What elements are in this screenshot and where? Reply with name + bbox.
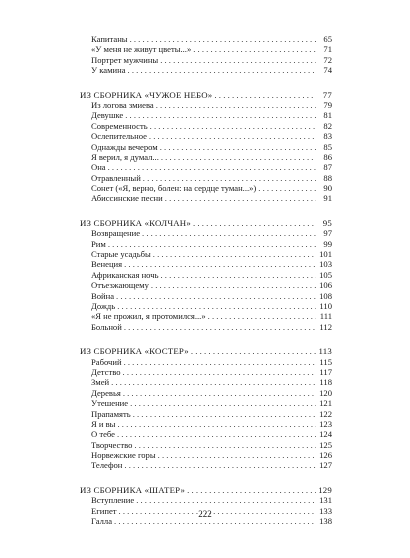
toc-entry-title: Венеция: [91, 259, 123, 270]
toc-entry-title: Детство: [91, 366, 121, 377]
page-number: 222: [198, 509, 212, 519]
toc-entry: [80, 301, 332, 311]
toc-entry-page: 110: [316, 301, 332, 311]
toc-entry-title: Отравленный: [91, 172, 141, 183]
toc-entry: [80, 388, 332, 398]
toc-entry-page: 127: [316, 460, 332, 470]
toc-entry: [80, 152, 332, 162]
toc-entry: [80, 162, 332, 172]
toc-entry-page: 123: [316, 419, 332, 429]
toc-entry: [80, 65, 332, 75]
toc-entry-page: 83: [316, 131, 332, 141]
toc-entry-title: Африканская ночь: [91, 269, 159, 280]
dot-leader: [124, 259, 316, 269]
toc-entry: [80, 460, 332, 470]
dot-leader: [124, 322, 316, 332]
toc-entry: [80, 357, 332, 367]
toc-entry-title: «У меня не живут цветы...»: [91, 44, 192, 55]
toc-entry-title: Норвежские горы: [91, 450, 156, 461]
toc-entry-title: Дождь: [91, 300, 116, 311]
toc-entry-title: Старые усадьбы: [91, 249, 151, 260]
toc-entry-page: 79: [316, 100, 332, 110]
dot-leader: [156, 100, 316, 110]
toc-entry-title: Ослепительное: [91, 131, 147, 142]
dot-leader: [108, 162, 316, 172]
toc-entry-page: 125: [316, 440, 332, 450]
dot-leader: [208, 311, 316, 321]
toc-entry: [80, 440, 332, 450]
dot-leader: [130, 34, 316, 44]
toc-entry-title: У камина: [91, 65, 126, 76]
toc-entry-page: 131: [316, 495, 332, 505]
toc-entry-page: 101: [316, 249, 332, 259]
toc-entry-title: Деревья: [91, 387, 121, 398]
dot-leader: [150, 121, 316, 131]
toc-entry: [80, 429, 332, 439]
dot-leader: [165, 193, 316, 203]
toc-entry: [80, 173, 332, 183]
toc-entry-title: Она: [91, 162, 106, 173]
section-heading-title: ИЗ СБОРНИКА «КОЛЧАН»: [80, 217, 191, 228]
section-heading-page: 77: [316, 90, 332, 100]
toc-entry-title: Однажды вечером: [91, 141, 158, 152]
dot-leader: [128, 65, 316, 75]
toc-entry-title: Война: [91, 290, 115, 301]
toc-entry-page: 97: [316, 228, 332, 238]
dot-leader: [161, 270, 317, 280]
toc-entry-title: Вступление: [91, 495, 135, 506]
toc-entry-page: 126: [316, 450, 332, 460]
dot-leader: [151, 280, 316, 290]
toc-entry-title: Из логова змиева: [91, 99, 154, 110]
toc-entry: [80, 121, 332, 131]
toc-entry-page: 124: [316, 429, 332, 439]
toc-entry-page: 85: [316, 142, 332, 152]
dot-leader: [158, 450, 316, 460]
toc-entry-page: 74: [316, 65, 332, 75]
toc-entry-title: Абиссинские песни: [91, 193, 163, 204]
dot-leader: [125, 110, 316, 120]
toc-entry-page: 82: [316, 121, 332, 131]
dot-leader: [116, 291, 316, 301]
toc-entry-title: Девушке: [91, 110, 124, 121]
toc-entry: [80, 398, 332, 408]
dot-leader: [136, 495, 316, 505]
dot-leader: [108, 239, 316, 249]
toc-entry-page: 111: [316, 311, 332, 321]
toc-entry-title: Возвращение: [91, 228, 141, 239]
toc-entry-page: 118: [316, 377, 332, 387]
dot-leader: [134, 440, 316, 450]
dot-leader: [123, 367, 316, 377]
toc-entry: [80, 280, 332, 290]
dot-leader: [214, 90, 316, 100]
toc-entry-page: 81: [316, 110, 332, 120]
toc-entry: [80, 239, 332, 249]
dot-leader: [161, 152, 316, 162]
dot-leader: [111, 377, 316, 387]
dot-leader: [153, 249, 316, 259]
dot-leader: [258, 183, 316, 193]
dot-leader: [193, 218, 316, 228]
toc-entry: [80, 249, 332, 259]
toc-entry-page: 120: [316, 388, 332, 398]
section-heading-title: ИЗ СБОРНИКА «ШАТЕР»: [80, 484, 186, 495]
section-heading-title: ИЗ СБОРНИКА «ЧУЖОЕ НЕБО»: [80, 89, 213, 100]
dot-leader: [191, 346, 316, 356]
toc-entry-page: 106: [316, 280, 332, 290]
toc-entry-title: Капитаны: [91, 34, 128, 44]
toc-entry: [80, 34, 332, 44]
table-of-contents: [80, 34, 332, 526]
dot-leader: [187, 485, 316, 495]
toc-entry-page: 122: [316, 409, 332, 419]
toc-entry: [80, 193, 332, 203]
toc-entry: [80, 44, 332, 54]
toc-entry-title: «Я не прожил, я протомился...»: [91, 311, 206, 322]
toc-entry: [80, 419, 332, 429]
toc-entry-title: Телефон: [91, 460, 123, 471]
toc-entry-title: О тебе: [91, 429, 115, 440]
toc-entry: [80, 311, 332, 321]
toc-entry-page: 65: [316, 34, 332, 44]
toc-entry-page: 138: [316, 516, 332, 526]
toc-entry: [80, 131, 332, 141]
toc-entry-page: 115: [316, 357, 332, 367]
toc-entry-page: 103: [316, 259, 332, 269]
toc-entry-title: Отъезжающему: [91, 280, 149, 291]
section-heading-page: 95: [316, 218, 332, 228]
section-heading-page: 113: [316, 346, 332, 356]
toc-entry-page: 90: [316, 183, 332, 193]
toc-entry-title: Рабочий: [91, 356, 122, 367]
toc-section-heading: [80, 346, 332, 356]
toc-entry-title: Я и вы: [91, 418, 116, 429]
dot-leader: [117, 419, 316, 429]
dot-leader: [124, 357, 316, 367]
toc-entry-page: 105: [316, 270, 332, 280]
dot-leader: [160, 55, 316, 65]
toc-entry-page: 88: [316, 173, 332, 183]
toc-entry-page: 99: [316, 239, 332, 249]
toc-entry-page: 108: [316, 291, 332, 301]
toc-entry: [80, 228, 332, 238]
toc-entry-page: 117: [316, 367, 332, 377]
dot-leader: [123, 388, 316, 398]
dot-leader: [142, 228, 316, 238]
toc-entry: [80, 409, 332, 419]
toc-entry: [80, 110, 332, 120]
toc-entry: [80, 377, 332, 387]
toc-entry: [80, 450, 332, 460]
dot-leader: [117, 301, 316, 311]
toc-entry: [80, 270, 332, 280]
toc-entry: [80, 100, 332, 110]
toc-section-heading: [80, 485, 332, 495]
dot-leader: [130, 398, 316, 408]
toc-entry-title: Творчество: [91, 439, 133, 450]
toc-entry: [80, 291, 332, 301]
toc-entry: [80, 55, 332, 65]
toc-entry-page: 91: [316, 193, 332, 203]
section-heading-title: ИЗ СБОРНИКА «КОСТЕР»: [80, 346, 189, 357]
toc-entry-page: 72: [316, 55, 332, 65]
toc-entry-page: 112: [316, 322, 332, 332]
toc-section-heading: [80, 90, 332, 100]
toc-entry-page: 71: [316, 44, 332, 54]
toc-entry-page: 86: [316, 152, 332, 162]
toc-entry: [80, 367, 332, 377]
toc-section-heading: [80, 218, 332, 228]
dot-leader: [133, 409, 316, 419]
dot-leader: [143, 173, 316, 183]
toc-entry-title: Змей: [91, 377, 110, 388]
toc-entry-title: Сонет («Я, верно, болен: на сердце туман...»): [91, 183, 257, 194]
toc-entry: [80, 183, 332, 193]
toc-entry: [80, 142, 332, 152]
dot-leader: [160, 142, 316, 152]
toc-entry-page: 133: [316, 506, 332, 516]
section-heading-page: 129: [316, 485, 332, 495]
toc-entry: [80, 259, 332, 269]
toc-entry-title: Египет: [91, 505, 117, 516]
toc-entry-title: Прапамять: [91, 408, 131, 419]
toc-entry-title: Современность: [91, 120, 148, 131]
toc-entry-title: Больной: [91, 321, 122, 332]
dot-leader: [117, 429, 316, 439]
toc-entry-page: 87: [316, 162, 332, 172]
toc-entry: [80, 495, 332, 505]
toc-entry: [80, 322, 332, 332]
dot-leader: [193, 44, 316, 54]
toc-entry-title: Галла: [91, 516, 113, 527]
toc-entry-title: Я верил, я думал...: [91, 151, 159, 162]
dot-leader: [124, 460, 316, 470]
toc-entry-page: 121: [316, 398, 332, 408]
dot-leader: [149, 131, 316, 141]
toc-entry-title: Утешение: [91, 398, 129, 409]
toc-entry-title: Портрет мужчины: [91, 54, 159, 65]
toc-entry-title: Рим: [91, 238, 106, 249]
